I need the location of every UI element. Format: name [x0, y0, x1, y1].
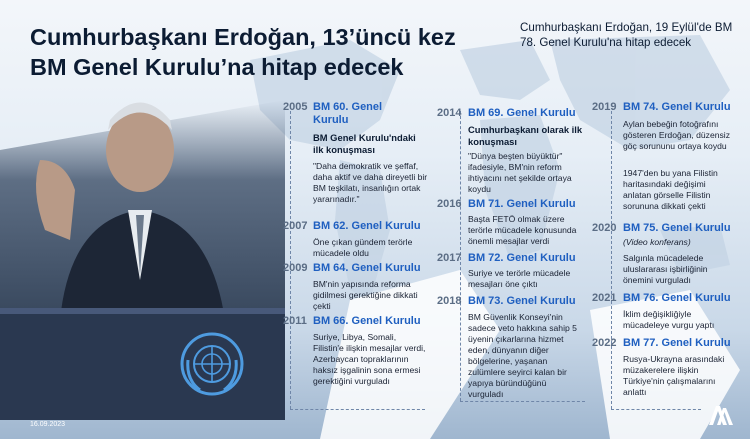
entry-title: BM 64. Genel Kurulu: [313, 262, 421, 274]
entry-description: Öne çıkan gündem terörle mücadele oldu: [313, 237, 413, 258]
entry-title: BM 69. Genel Kurulu: [468, 107, 576, 119]
year-label: 2017: [437, 252, 462, 264]
entry-description: BM'nin yapısında reforma gidilmesi gerektiğine dikkati çekti: [313, 279, 418, 311]
entry-description: Salgınla mücadelede uluslararası işbirliğinin önemini vurguladı: [623, 253, 708, 285]
entry-subtitle: (Video konferans): [623, 237, 691, 247]
publish-date: 16.09.2023: [30, 421, 66, 428]
entry-description: "Daha demokratik ve şeffaf, daha aktif ve daha direyetli bir BM teşkilatı, insanlığın ortak yararınadır.": [313, 161, 428, 204]
entry-description-2: 1947'den bu yana Filistin haritasındaki değişimi anlatan görselle Filistin sorununa dikkati çekti: [623, 168, 718, 211]
entry-description: Başta FETÖ olmak üzere terörle mücadele konusunda önemli mesajlar verdi: [468, 214, 577, 246]
entry-description: Aylan bebeğin fotoğrafını gösteren Erdoğan, düzensiz göç sorununu ortaya koydu: [623, 119, 731, 151]
year-label: 2014: [437, 107, 462, 119]
un-emblem-icon: [178, 330, 246, 398]
subheadline: Cumhurbaşkanı Erdoğan, 19 Eylül'de BM 78. Genel Kurulu'na hitap edecek: [520, 21, 733, 49]
entry-title: BM 72. Genel Kurulu: [468, 252, 576, 264]
headline-line-1: Cumhurbaşkanı Erdoğan, 13’üncü kez: [30, 24, 456, 50]
year-label: 2022: [592, 337, 617, 349]
year-label: 2018: [437, 295, 462, 307]
entry-title: BM 60. Genel: [313, 101, 383, 113]
year-label: 2020: [592, 222, 617, 234]
entry-title: BM 62. Genel Kurulu: [313, 220, 421, 232]
year-label: 2009: [283, 262, 308, 274]
year-label: 2016: [437, 198, 462, 210]
headline-line-2: BM Genel Kurulu’na hitap edecek: [30, 54, 404, 80]
timeline-bracket: [460, 401, 585, 402]
entry-title: BM 76. Genel Kurulu: [623, 292, 731, 304]
timeline-line: [290, 111, 291, 409]
aa-agency-logo-icon: [708, 404, 734, 426]
year-label: 2007: [283, 220, 308, 232]
entry-title: BM 66. Genel Kurulu: [313, 315, 421, 327]
timeline-line: [611, 111, 612, 409]
timeline-bracket: [611, 409, 701, 410]
entry-title: BM 75. Genel Kurulu: [623, 222, 731, 234]
entry-title-cont: Kurulu: [313, 114, 349, 126]
year-label: 2005: [283, 101, 308, 113]
entry-title: BM 74. Genel Kurulu: [623, 101, 731, 113]
headline: [30, 22, 500, 82]
entry-description: "Dünya beşten büyüktür" ifadesiyle, BM'nin reform ihtiyacını net şekilde ortaya koydu: [468, 151, 572, 194]
entry-title: BM 77. Genel Kurulu: [623, 337, 731, 349]
entry-header: BM Genel Kurulu'ndaki ilk konuşması: [313, 132, 416, 155]
entry-title: BM 73. Genel Kurulu: [468, 295, 576, 307]
year-label: 2019: [592, 101, 617, 113]
entry-description: BM Güvenlik Konseyi'nin sadece veto hakkına sahip 5 üyenin çıkarlarına hizmet eden, dünyanın diğer bölgelerine, yaşanan zulümlere seyirci kalan bir yapıya büründüğünü vurguladı: [468, 312, 577, 399]
entry-description: Rusya-Ukrayna arasındaki müzakerelere ilişkin Türkiye'nin çalışmalarını anlattı: [623, 354, 725, 397]
entry-header: Cumhurbaşkanı olarak ilk konuşması: [468, 124, 583, 147]
entry-description: Suriye ve terörle mücadele mesajları öne çıktı: [468, 268, 571, 289]
timeline-bracket: [290, 409, 425, 410]
entry-description: İklim değişikliğiyle mücadeleye vurgu yaptı: [623, 309, 715, 330]
entry-description: Suriye, Libya, Somali, Filistin'e ilişkin mesajlar verdi, Azerbaycan topraklarının haksız işgalinin sona ermesi gerektiğini vurguladı: [313, 332, 426, 386]
entry-title: BM 71. Genel Kurulu: [468, 198, 576, 210]
year-label: 2021: [592, 292, 617, 304]
year-label: 2011: [283, 315, 307, 327]
